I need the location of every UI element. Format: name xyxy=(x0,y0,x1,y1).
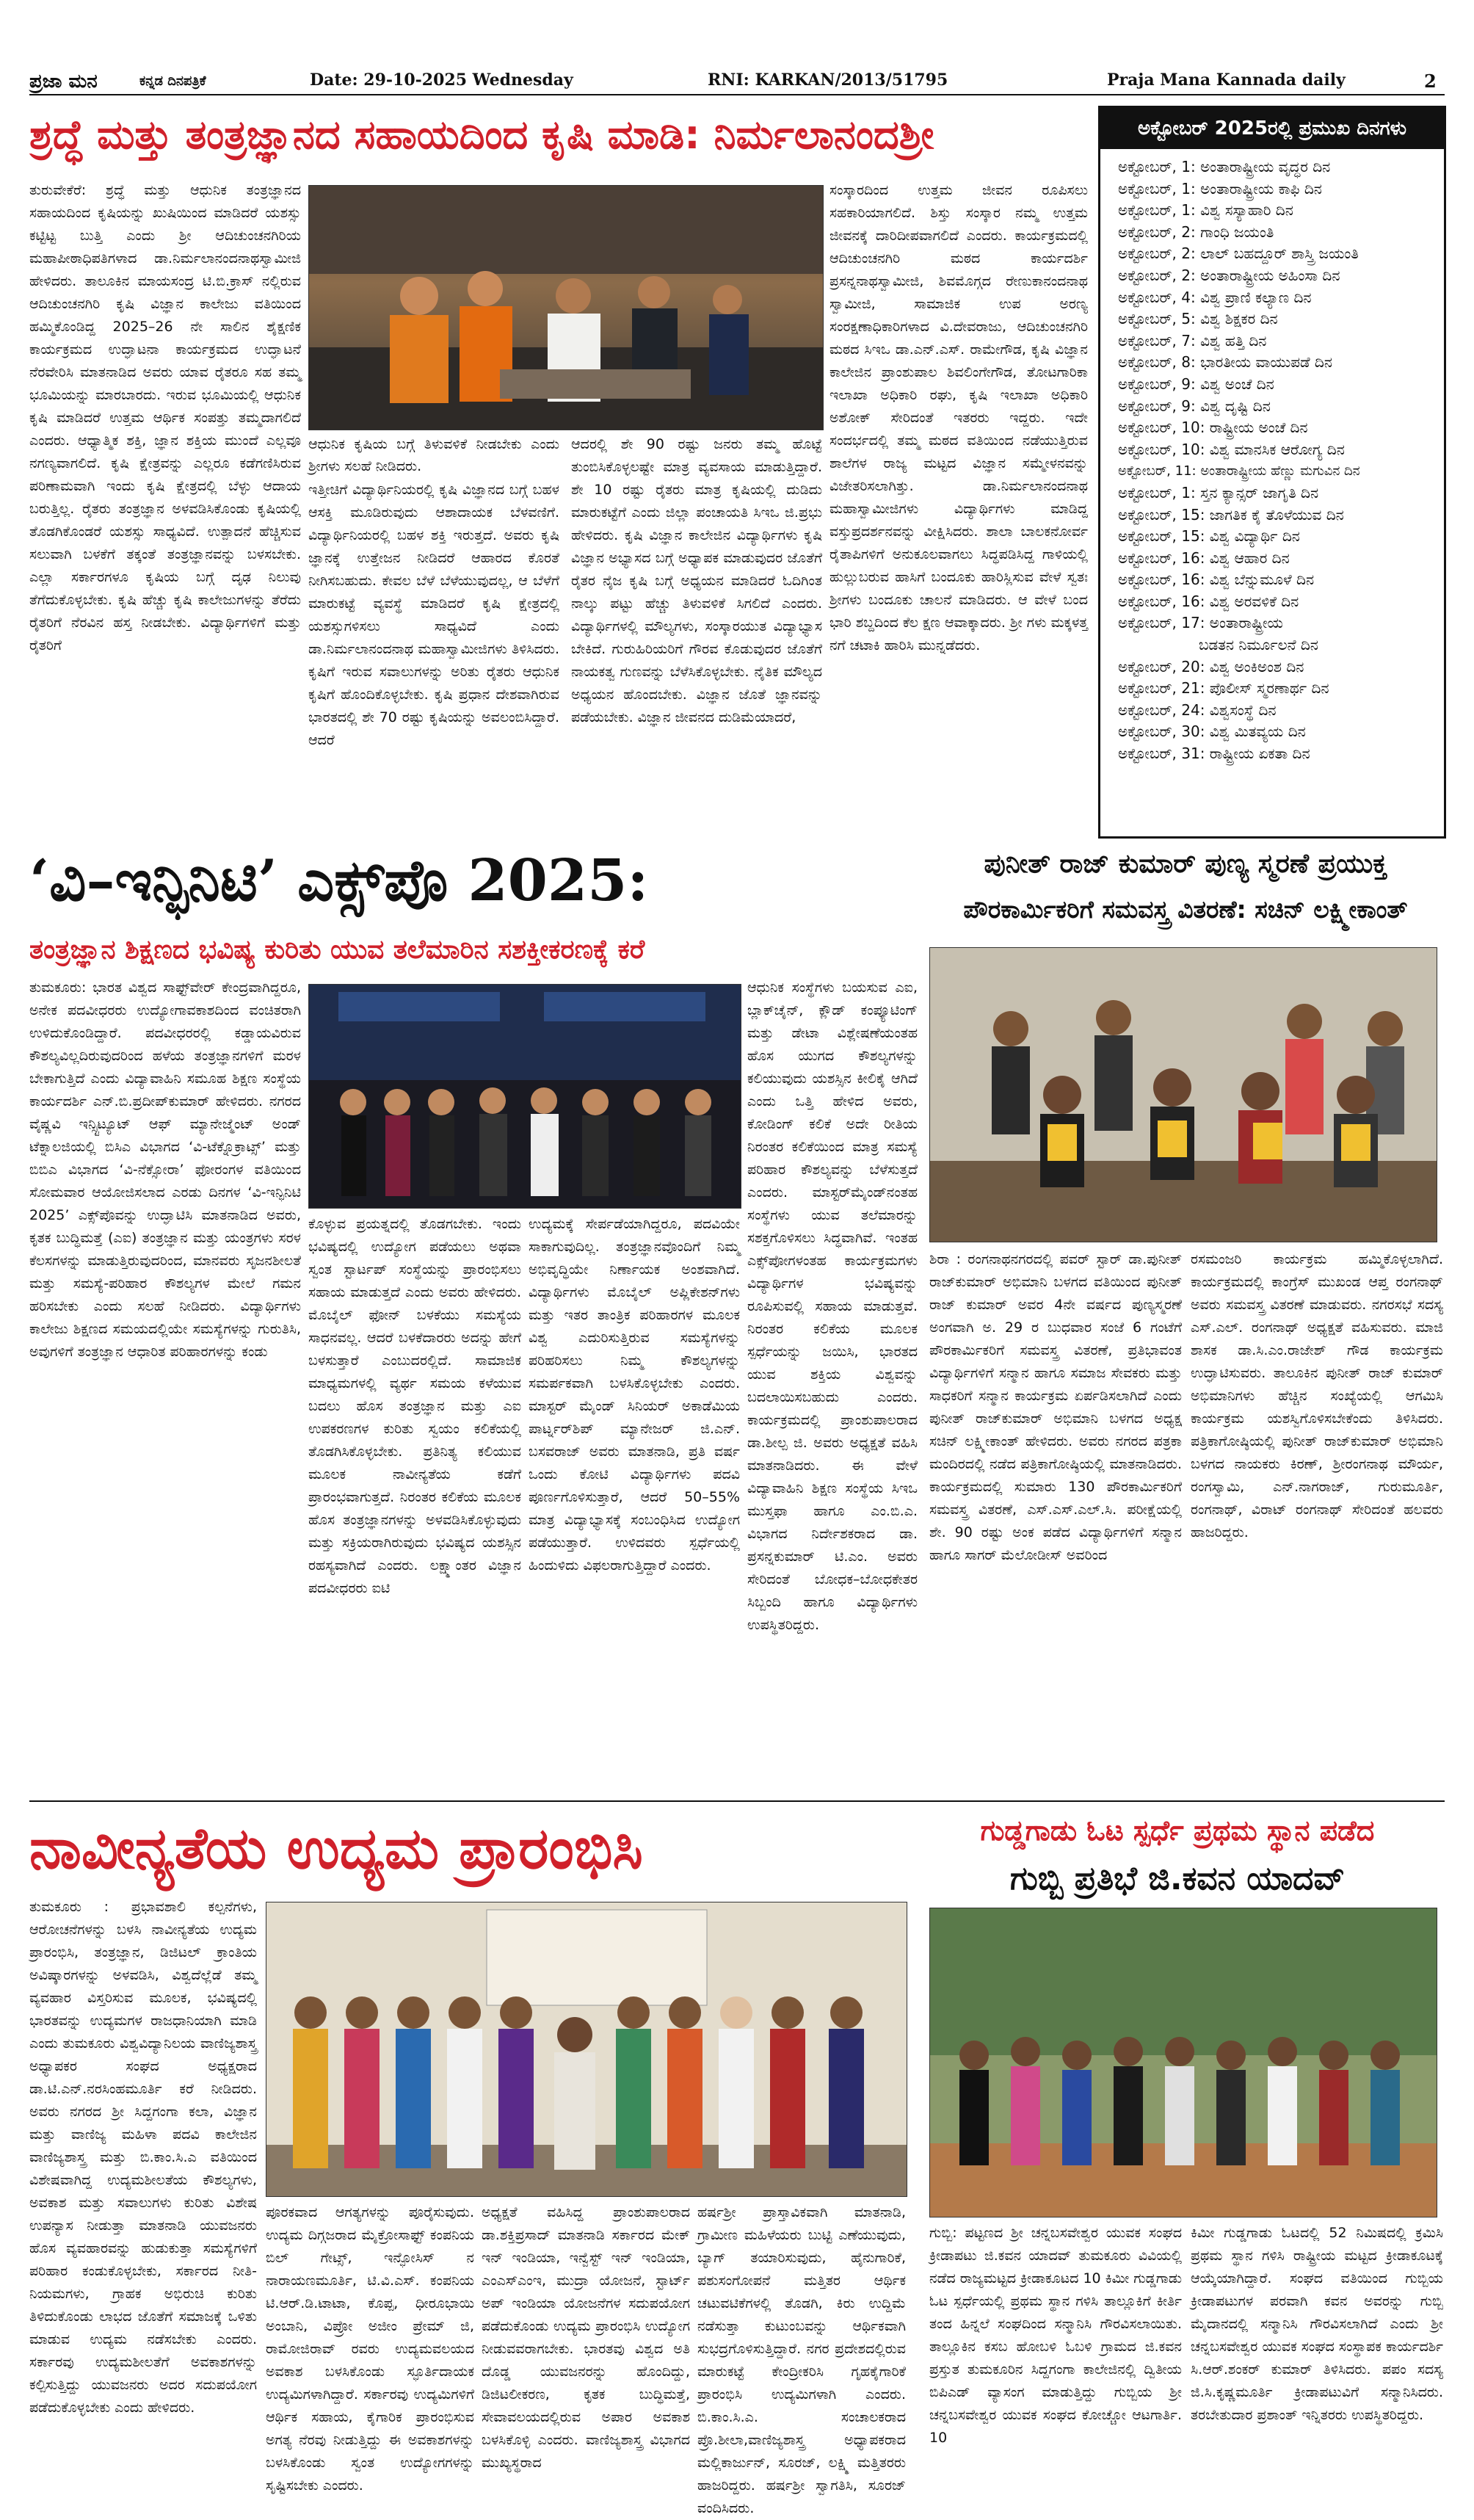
paper-name: Praja Mana Kannada daily xyxy=(1107,70,1346,90)
list-item: ಅಕ್ಟೋಬರ್, 2: ಅಂತಾರಾಷ್ಟ್ರೀಯ ಅಹಿಂಸಾ ದಿನ xyxy=(1118,266,1340,284)
press-meet-photo-illustration xyxy=(930,948,1437,1242)
list-item: ಅಕ್ಟೋಬರ್, 9: ವಿಶ್ವ ದೃಷ್ಟಿ ದಿನ xyxy=(1118,397,1271,415)
list-item: ಅಕ್ಟೋಬರ್, 5: ವಿಶ್ವ ಶಿಕ್ಷಕರ ದಿನ xyxy=(1118,310,1278,328)
section-rule xyxy=(29,1800,1445,1802)
article3-headline-line1: ಪುನೀತ್ ರಾಜ್ ಕುಮಾರ್ ಪುಣ್ಯ ಸ್ಮರಣೆ ಪ್ರಯುಕ್ತ xyxy=(984,849,1387,879)
article1-col2: ಇತ್ತೀಚಿಗೆ ವಿದ್ಯಾರ್ಥಿನಿಯರಲ್ಲಿ ಕೃಷಿ ವಿಜ್ಞಾನದ ಬಗ್ಗೆ ಬಹಳ ಆಸಕ್ತಿ ಮೂಡಿರುವುದು ಆಶಾದಾಯಕ ಬೆಳವಣಿಗೆ. ವಿದ್ಯಾರ್ಥಿನಿಯರಲ್ಲಿ ಬಹಳ ಶಕ್ತಿ ಇರುತ್ತದೆ. ಅವರು ಕೃಷಿ ಜ್ಞಾನಕ್ಕೆ ಉತ್ತೇಜನ ನೀಡಿದರೆ ಆಹಾರದ ಕೊರತೆ ನೀಗಿಸಬಹುದು. ಕೇವಲ ಬೆಳೆ ಬೆಳೆಯುವುದಲ್ಲ, ಆ ಬೆಳೆಗೆ ಮಾರುಕಟ್ಟೆ ವ್ಯವಸ್ಥೆ ಮಾಡಿದರೆ ಕೃಷಿ ಕ್ಷೇತ್ರದಲ್ಲಿ ಯಶಸ್ಸುಗಳಿಸಲು ಸಾಧ್ಯವಿದೆ ಎಂದು ಡಾ.ನಿರ್ಮಲಾನಂದನಾಥ ಮಹಾಸ್ವಾಮೀಜಿಗಳು ತಿಳಿಸಿದರು. ಕೃಷಿಗೆ ಇರುವ ಸವಾಲುಗಳನ್ನು ಅರಿತು ರೈತರು ಆಧುನಿಕ ಕೃಷಿಗೆ ಹೊಂದಿಕೊಳ್ಳಬೇಕು. ಕೃಷಿ ಪ್ರಧಾನ ದೇಶವಾಗಿರುವ ಭಾರತದಲ್ಲಿ ಶೇ 70 ರಷ್ಟು ಕೃಷಿಯನ್ನು ಅವಲಂಬಿಸಿದ್ದಾರೆ. ಆದರೆ xyxy=(308,482,559,748)
list-item: ಅಕ್ಟೋಬರ್, 7: ವಿಶ್ವ ಹತ್ತಿ ದಿನ xyxy=(1118,331,1267,350)
article1-photo xyxy=(308,185,824,430)
article4-photo xyxy=(266,1902,907,2197)
article1-col1: ತುರುವೇಕೆರೆ: ಶ್ರದ್ಧೆ ಮತ್ತು ಆಧುನಿಕ ತಂತ್ರಜ್ಞಾನದ ಸಹಾಯದಿಂದ ಕೃಷಿಯನ್ನು ಖುಷಿಯಿಂದ ಮಾಡಿದರೆ ಯಶಸ್ಸು ಕಟ್ಟಿಟ್ಟ ಬುತ್ತಿ ಎಂದು ಶ್ರೀ ಆದಿಚುಂಚನಗಿರಿಯ ಮಹಾಪೀಠಾಧಿಪತಿಗಳಾದ ಡಾ.ನಿರ್ಮಲಾನಂದನಾಥಸ್ವಾಮೀಜಿ ಹೇಳಿದರು. ತಾಲೂಕಿನ ಮಾಯಸಂದ್ರ ಟಿ.ಬಿ.ಕ್ರಾಸ್ ನಲ್ಲಿರುವ ಆದಿಚುಂಚನಗಿರಿ ಕೃಷಿ ವಿಜ್ಞಾನ ಕಾಲೇಜು ವತಿಯಿಂದ ಹಮ್ಮಿಕೊಂಡಿದ್ದ 2025–26 ನೇ ಸಾಲಿನ ಶೈಕ್ಷಣಿಕ ಕಾರ್ಯಕ್ರಮದ ಉದ್ಘಾಟನಾ ಕಾರ್ಯಕ್ರಮದ ಉದ್ಘಾಟನೆ ನೆರವೇರಿಸಿ ಮಾತನಾಡಿದ ಅವರು ಯಾವ ರೈತರೂ ಸಹ ತಮ್ಮ ಭೂಮಿಯನ್ನು ಮಾರಬಾರದು. ಇರುವ ಭೂಮಿಯಲ್ಲಿ ಆಧುನಿಕ ಕೃಷಿ ಮಾಡಿದರೆ ಉತ್ತಮ ಆರ್ಥಿಕ ಸಂಪತ್ತು ತಮ್ಮದಾಗಲಿದೆ ಎಂದರು. ಆಧ್ಯಾತ್ಮಿಕ ಶಕ್ತಿ, ಜ್ಞಾನ ಶಕ್ತಿಯ ಮುಂದೆ ಎಲ್ಲವೂ ನಗಣ್ಯವಾಗಲಿದೆ. ಕೃಷಿ ಕ್ಷೇತ್ರವನ್ನು ಎಲ್ಲರೂ ಕಡೆಗಣಿಸಿರುವ ಪರಿಣಾಮವಾಗಿ ಇಂದು ಕೃಷಿ ಕ್ಷೇತ್ರದಲ್ಲಿ ಬೆಳ್ಳು ಆದಾಯ ಬರುತ್ತಿಲ್ಲ. ರೈತರು ತಂತ್ರಜ್ಞಾನ ಅಳವಡಿಸಿಕೊಂಡು ಕೃಷಿಯಲ್ಲಿ ತೊಡಗಿಕೊಂಡರೆ ಯಶಸ್ಸು ಸಾಧ್ಯವಿದೆ. ಉತ್ಪಾದನೆ ಹೆಚ್ಚಿಸುವ ಸಲುವಾಗಿ ಬಳಕೆಗೆ ತಕ್ಕಂತೆ ತಂತ್ರಜ್ಞಾನವನ್ನು ಬಳಸಬೇಕು. ಎಲ್ಲಾ ಸರ್ಕಾರಗಳೂ ಕೃಷಿಯ ಬಗ್ಗೆ ದೃಢ ನಿಲುವು ತೆಗೆದುಕೊಳ್ಳಬೇಕು. ಕೃಷಿ ಹೆಚ್ಚು ಕೃಷಿ ಕಾಲೇಜುಗಳನ್ನು ತೆರೆದು ರೈತರಿಗೆ ನೆರವಿನ ಹಸ್ತ ನೀಡಬೇಕು. ವಿದ್ಯಾರ್ಥಿಗಳಿಗೆ ಮತ್ತು ರೈತರಿಗೆ xyxy=(29,182,301,653)
list-item: ಅಕ್ಟೋಬರ್, 11: ಅಂತಾರಾಷ್ಟ್ರೀಯ ಹೆಣ್ಣು ಮಗುವಿನ ದಿನ xyxy=(1118,463,1360,479)
article4-col4: ಹರ್ಷಶ್ರೀ ಪ್ರಾಸ್ತಾವಿಕವಾಗಿ ಮಾತನಾಡಿ, ಗ್ರಾಮೀಣ ಮಹಿಳೆಯರು ಬುಟ್ಟಿ ಎಣೆಯುವುದು, ಬ್ಯಾಗ್ ತಯಾರಿಸುವುದು, ಹೈನುಗಾರಿಕೆ, ಪಶುಸಂಗೋಪನೆ ಮತ್ತಿತರ ಆರ್ಥಿಕ ಚಟುವಟಿಕೆಗಳಲ್ಲಿ ತೊಡಗಿ, ಕಿರು ಉದ್ದಿಮೆ ನಡೆಸುತ್ತಾ ಕುಟುಂಬವನ್ನು ಆರ್ಥಿಕವಾಗಿ ಸುಭದ್ರಗೊಳಿಸುತ್ತಿದ್ದಾರೆ. ನಗರ ಪ್ರದೇಶದಲ್ಲಿರುವ ಮಾರುಕಟ್ಟೆ ಕೇಂದ್ರೀಕರಿಸಿ ಗೃಹಕೈಗಾರಿಕೆ ಪ್ರಾರಂಭಿಸಿ ಉದ್ಯಮಿಗಳಾಗಿ ಎಂದರು. ಬಿ.ಕಾಂ.ಸಿ.ಎ. ಸಂಚಾಲಕರಾದ ಪ್ರೊ.ಶೀಲಾ,ವಾಣಿಜ್ಯಶಾಸ್ತ್ರ ಅಧ್ಯಾಪಕರಾದ ಮಲ್ಲಿಕಾರ್ಜುನ್, ಸೂರಜ್, ಲಕ್ಷ್ಮಿ ಮತ್ತಿತರರು ಹಾಜರಿದ್ದರು. ಹರ್ಷಶ್ರೀ ಸ್ವಾಗತಿಸಿ, ಸೂರಜ್ ವಂದಿಸಿದರು. xyxy=(697,2204,906,2516)
list-item: ಅಕ್ಟೋಬರ್, 17: ಅಂತಾರಾಷ್ಟ್ರೀಯ xyxy=(1118,614,1283,632)
list-item: ಅಕ್ಟೋಬರ್, 31: ರಾಷ್ಟ್ರೀಯ ಏಕತಾ ದಿನ xyxy=(1118,745,1310,763)
article2-headline: ‘ವಿ–ಇನ್ಫಿನಿಟಿ’ ಎಕ್ಸ್‌ಪೊ 2025: xyxy=(29,847,649,914)
article4-headline: ನಾವೀನ್ಯತೆಯ ಉದ್ಯಮ ಪ್ರಾರಂಭಿಸಿ xyxy=(29,1816,643,1882)
seminar-photo-illustration xyxy=(266,1902,907,2196)
article2-photo xyxy=(308,984,741,1209)
list-item: ಅಕ್ಟೋಬರ್, 15: ವಿಶ್ವ ವಿದ್ಯಾರ್ಥಿ ದಿನ xyxy=(1118,527,1300,546)
article5-headline-line1: ಗುಡ್ಡಗಾಡು ಓಟ ಸ್ಪರ್ಧೆ ಪ್ರಥಮ ಸ್ಥಾನ ಪಡೆದ xyxy=(980,1814,1375,1847)
list-item: ಅಕ್ಟೋಬರ್, 30: ವಿಶ್ವ ಮಿತವ್ಯಯ ದಿನ xyxy=(1118,723,1306,741)
article2-col2: ಕೊಳ್ಳುವ ಪ್ರಯತ್ನದಲ್ಲಿ ತೊಡಗಬೇಕು. ಇಂದು ಭವಿಷ್ಯದಲ್ಲಿ ಉದ್ಯೋಗ ಪಡೆಯಲು ಅಥವಾ ಸ್ವಂತ ಸ್ಟಾರ್ಟಪ್ ಸಂಸ್ಥೆಯನ್ನು ಪ್ರಾರಂಭಿಸಲು ಸಹಾಯ ಮಾಡುತ್ತದೆ ಎಂದು ಅವರು ಹೇಳಿದರು. ಮೊಬೈಲ್ ಫೋನ್ ಬಳಕೆಯು ಸಮಸ್ಯೆಯ ಸಾಧನವಲ್ಲ. ಆದರೆ ಬಳಕೆದಾರರು ಅದನ್ನು ಹೇಗೆ ಬಳಸುತ್ತಾರೆ ಎಂಬುದರಲ್ಲಿದೆ. ಸಾಮಾಜಿಕ ಮಾಧ್ಯಮಗಳಲ್ಲಿ ವ್ಯರ್ಥ ಸಮಯ ಕಳೆಯುವ ಬದಲು ಹೊಸ ತಂತ್ರಜ್ಞಾನ ಮತ್ತು ಎಐ ಉಪಕರಣಗಳ ಕುರಿತು ಸ್ವಯಂ ಕಲಿಕೆಯಲ್ಲಿ ತೊಡಗಿಸಿಕೊಳ್ಳಬೇಕು. ಪ್ರತಿನಿತ್ಯ ಕಲಿಯುವ ಮೂಲಕ ನಾವೀನ್ಯತೆಯ ಕಡೆಗೆ ಪ್ರಾರಂಭವಾಗುತ್ತದೆ. ನಿರಂತರ ಕಲಿಕೆಯ ಮೂಲಕ ಹೊಸ ತಂತ್ರಜ್ಞಾನಗಳನ್ನು ಅಳವಡಿಸಿಕೊಳ್ಳುವುದು ಮತ್ತು ಸಕ್ರಿಯರಾಗಿರುವುದು ಭವಿಷ್ಯದ ಯಶಸ್ಸಿನ ರಹಸ್ಯವಾಗಿದೆ ಎಂದರು. ಲಕ್ಷ್ಮಾಂತರ ವಿಜ್ಞಾನ ಪದವೀಧರರು ಐಟಿ xyxy=(308,1216,521,1596)
article5-col1: ಗುಬ್ಬಿ: ಪಟ್ಟಣದ ಶ್ರೀ ಚನ್ನಬಸವೇಶ್ವರ ಯುವಕ ಸಂಘದ ಕ್ರೀಡಾಪಟು ಜಿ.ಕವನ ಯಾದವ್ ತುಮಕೂರು ವಿವಿಯಲ್ಲಿ ನಡೆದ ರಾಜ್ಯಮಟ್ಟದ ಕ್ರೀಡಾಕೂಟದ 10 ಕಿಮೀ ಗುಡ್ಡಗಾಡು ಓಟ ಸ್ಪರ್ಧೆಯಲ್ಲಿ ಪ್ರಥಮ ಸ್ಥಾನ ಗಳಿಸಿ ತಾಲ್ಲೂಕಿಗೆ ಕೀರ್ತಿ ತಂದ ಹಿನ್ನಲೆ ಸಂಘದಿಂದ ಸನ್ಮಾನಿಸಿ ಗೌರವಿಸಲಾಯಿತು. ತಾಲ್ಲೂಕಿನ ಕಸಬ ಹೋಬಳಿ ಓಬಳಿ ಗ್ರಾಮದ ಜಿ.ಕವನ ಪ್ರಸ್ತುತ ತುಮಕೂರಿನ ಸಿದ್ದಗಂಗಾ ಕಾಲೇಜಿನಲ್ಲಿ ದ್ವಿತೀಯ ಬಿಪಿಎಡ್ ವ್ಯಾಸಂಗ ಮಾಡುತ್ತಿದ್ದು ಗುಬ್ಬಿಯ ಶ್ರೀ ಚನ್ನಬಸವೇಶ್ವರ ಯುವಕ ಸಂಘದ ಕೋಚ್ಚೋ ಆಟಗಾರ್ತಿ. 10 xyxy=(929,2225,1182,2446)
paper-logo: ಪ್ರಜಾ ಮನ xyxy=(29,70,98,93)
article5-photo xyxy=(929,1908,1437,2217)
list-item: ಬಡತನ ನಿರ್ಮೂಲನೆ ದಿನ xyxy=(1199,636,1318,654)
rni-number: RNI: KARKAN/2013/51795 xyxy=(708,70,948,90)
article1-col4: ಸಂಸ್ಕಾರದಿಂದ ಉತ್ತಮ ಜೀವನ ರೂಪಿಸಲು ಸಹಕಾರಿಯಾಗಲಿದೆ. ಶಿಸ್ತು ಸಂಸ್ಕಾರ ನಮ್ಮ ಉತ್ತಮ ಜೀವನಕ್ಕೆ ದಾರಿದೀಪವಾಗಲಿದೆ ಎಂದರು. ಕಾರ್ಯಕ್ರಮದಲ್ಲಿ ಆದಿಚುಂಚನಗಿರಿ ಮಠದ ಕಾರ್ಯದರ್ಶಿ ಪ್ರಸನ್ನನಾಥಸ್ವಾಮೀಜಿ, ಶಿವಮೊಗ್ಗದ ರೇಣುಕಾನಂದನಾಥ ಸ್ವಾಮೀಜಿ, ಸಾಮಾಜಿಕ ಉಪ ಅರಣ್ಯ ಸಂರಕ್ಷಣಾಧಿಕಾರಿಗಳಾದ ವಿ.ದೇವರಾಜು, ಆದಿಚುಂಚನಗಿರಿ ಮಠದ ಸಿಇಒ ಡಾ.ಎನ್.ಎಸ್. ರಾಮೇಗೌಡ, ಕೃಷಿ ವಿಜ್ಞಾನ ಕಾಲೇಜಿನ ಪ್ರಾಂಶುಪಾಲ ಶಿವಲಿಂಗೇಗೌಡ, ತೋಟಗಾರಿಕಾ ಇಲಾಖಾ ಅಧಿಕಾರಿ ರಘು, ಕೃಷಿ ಇಲಾಖಾ ಅಧಿಕಾರಿ ಅಶೋಕ್ ಸೇರಿದಂತೆ ಇತರರು ಇದ್ದರು. ಇದೇ ಸಂದರ್ಭದಲ್ಲಿ ತಮ್ಮ ಮಠದ ವತಿಯಿಂದ ನಡೆಯುತ್ತಿರುವ ಶಾಲೆಗಳ ರಾಜ್ಯ ಮಟ್ಟದ ವಿಜ್ಞಾನ ಸಮ್ಮೇಳನವನ್ನು ವಿಜೇತರಿಸಲಾಗಿತ್ತು. ಡಾ.ನಿರ್ಮಲಾನಂದನಾಥ ಮಹಾಸ್ವಾಮೀಜಿಗಳು ವಿದ್ಯಾರ್ಥಿಗಳು ಮಾಡಿದ್ದ ವಸ್ತುಪ್ರದರ್ಶನವನ್ನು ವೀಕ್ಷಿಸಿದರು. ಶಾಲಾ ಬಾಲಕನೋರ್ವ ರೈತಾಪಿಗಳಿಗೆ ಅನುಕೂಲವಾಗಲು ಸಿದ್ಧಪಡಿಸಿದ್ದ ಗಾಳಿಯಲ್ಲಿ ಹುಲ್ಲುಬರುವ ಹಾಸಿಗೆ ಬಂದೂಕು ಹಾರಿಸ್ಲಿಸುವ ವೇಳೆ ಸ್ವತಃ ಶ್ರೀಗಳು ಬಂದೂಕು ಚಾಲನೆ ಮಾಡಿದರು. ಆ ವೇಳೆ ಬಂದ ಭಾರಿ ಶಬ್ದದಿಂದ ಕೆಲ ಕ್ಷಣ ಆವಾಕ್ಕಾದರು. ಶ್ರೀ ಗಳು ಮಕ್ಕಳತ್ತ ನಗೆ ಚಟಾಕಿ ಹಾರಿಸಿ ಮುನ್ನಡೆದರು. xyxy=(829,182,1088,653)
article3-photo xyxy=(929,947,1437,1242)
article2-subhead: ತಂತ್ರಜ್ಞಾನ ಶಿಕ್ಷಣದ ಭವಿಷ್ಯ ಕುರಿತು ಯುವ ತಲೆಮಾರಿನ ಸಶಕ್ತೀಕರಣಕ್ಕೆ ಕರೆ xyxy=(29,935,645,965)
list-item: ಅಕ್ಟೋಬರ್, 20: ವಿಶ್ವ ಅಂಕಿಅಂಶ ದಿನ xyxy=(1118,657,1304,676)
paper-logo-subtitle: ಕನ್ನಡ ದಿನಪತ್ರಿಕೆ xyxy=(139,73,206,89)
expo-photo-illustration xyxy=(309,985,741,1208)
article2-col4: ಆಧುನಿಕ ಸಂಸ್ಥೆಗಳು ಬಯಸುವ ಎಐ, ಬ್ಲಾಕ್‌ಚೈನ್, ಕ್ಲೌಡ್ ಕಂಪ್ಯೂಟಿಂಗ್ ಮತ್ತು ಡೇಟಾ ವಿಶ್ಲೇಷಣೆಯಂತಹ ಹೊಸ ಯುಗದ ಕೌಶಲ್ಯಗಳನ್ನು ಕಲಿಯುವುದು ಯಶಸ್ಸಿನ ಕೀಲಿಕೈ ಆಗಿದೆ ಎಂದು ಒತ್ತಿ ಹೇಳಿದ ಅವರು, ಕೋಡಿಂಗ್ ಕಲಿಕೆ ಅದೇ ರೀತಿಯ ನಿರಂತರ ಕಲಿಕೆಯಿಂದ ಮಾತ್ರ ಸಮಸ್ಯೆ ಪರಿಹಾರ ಕೌಶಲ್ಯವನ್ನು ಬೆಳೆಸುತ್ತದೆ ಎಂದರು. ಮಾಸ್ಟರ್‌ಮೈಂಡ್‌ನಂತಹ ಸಂಸ್ಥೆಗಳು ಯುವ ತಲೆಮಾರನ್ನು ಸಶಕ್ತಗೊಳಿಸಲು ಸಿದ್ಧವಾಗಿವೆ. ಇಂತಹ ಎಕ್ಸ್‌ಪೋಗಳಂತಹ ಕಾರ್ಯಕ್ರಮಗಳು ವಿದ್ಯಾರ್ಥಿಗಳ ಭವಿಷ್ಯವನ್ನು ರೂಪಿಸುವಲ್ಲಿ ಸಹಾಯ ಮಾಡುತ್ತವೆ. ನಿರಂತರ ಕಲಿಕೆಯ ಮೂಲಕ ಸ್ಪರ್ಧೆಯನ್ನು ಜಯಿಸಿ, ಭಾರತದ ಯುವ ಶಕ್ತಿಯ ವಿಶ್ವವನ್ನು ಬದಲಾಯಿಸಬಹುದು ಎಂದರು. ಕಾರ್ಯಕ್ರಮದಲ್ಲಿ ಪ್ರಾಂಶುಪಾಲರಾದ ಡಾ.ಶೀಲ್ಪ ಜಿ. ಅವರು ಅಧ್ಯಕ್ಷತೆ ವಹಿಸಿ ಮಾತನಾಡಿದರು. ಈ ವೇಳೆ ವಿದ್ಯಾವಾಹಿನಿ ಶಿಕ್ಷಣ ಸಂಸ್ಥೆಯ ಸಿಇಒ ಮುಸ್ತಫಾ ಹಾಗೂ ಎಂ.ಬಿ.ಎ. ವಿಭಾಗದ ನಿರ್ದೇಶಕರಾದ ಡಾ. ಪ್ರಸನ್ನಕುಮಾರ್ ಟಿ.ಎಂ. ಅವರು ಸೇರಿದಂತೆ ಬೋಧಕ–ಬೋಧಕೇತರ ಸಿಬ್ಬಂದಿ ಹಾಗೂ ವಿದ್ಯಾರ್ಥಿಗಳು ಉಪಸ್ಥಿತರಿದ್ದರು. xyxy=(747,980,918,1633)
article1-col3: ಆದರಲ್ಲಿ ಶೇ 90 ರಷ್ಟು ಜನರು ತಮ್ಮ ಹೊಟ್ಟೆ ತುಂಬಿಸಿಕೊಳ್ಳಲಷ್ಟೇ ಮಾತ್ರ ವ್ಯವಸಾಯ ಮಾಡುತ್ತಿದ್ದಾರೆ. ಶೇ 10 ರಷ್ಟು ರೈತರು ಮಾತ್ರ ಕೃಷಿಯಲ್ಲಿ ದುಡಿದು ಮಾರುಕಟ್ಟೆಗೆ ಎಂದು ಜಿಲ್ಲಾ ಪಂಚಾಯತಿ ಸಿಇಒ ಜಿ.ಪ್ರಭು ಹೇಳಿದರು. ಕೃಷಿ ವಿಜ್ಞಾನ ಕಾಲೇಜಿನ ವಿದ್ಯಾರ್ಥಿಗಳು ಕೃಷಿ ವಿಜ್ಞಾನ ಅಭ್ಯಾಸದ ಬಗ್ಗೆ ಅಧ್ಯಾಪಕ ಮಾಡುವುದರ ಜೊತೆಗೆ ರೈತರ ನೈಜ ಕೃಷಿ ಬಗ್ಗೆ ಅಧ್ಯಯನ ಮಾಡಿದರೆ ಓದಿಗಿಂತ ನಾಲ್ಕು ಪಟ್ಟು ಹೆಚ್ಚು ತಿಳುವಳಿಕೆ ಸಿಗಲಿದೆ ಎಂದರು. ವಿದ್ಯಾರ್ಥಿಗಳಲ್ಲಿ ಮೌಲ್ಯಗಳು, ಸಂಸ್ಕಾರಯುತ ವಿದ್ಯಾಭ್ಯಾಸ ಬೇಕಿದೆ. ಗುರುಹಿರಿಯರಿಗೆ ಗೌರವ ಕೊಡುವುದರ ಜೊತೆಗೆ ನಾಯಕತ್ವ ಗುಣವನ್ನು ಬೆಳೆಸಿಕೊಳ್ಳಬೇಕು. ನೈತಿಕ ಮೌಲ್ಯದ ಅಧ್ಯಯನ ಹೊಂದಬೇಕು. ವಿಜ್ಞಾನ ಜೊತೆ ಜ್ಞಾನವನ್ನು ಪಡೆಯಬೇಕು. ವಿಜ್ಞಾನ ಜೀವನದ ದುಡಿಮೆಯಾದರೆ, xyxy=(571,436,822,725)
list-item: ಅಕ್ಟೋಬರ್, 10: ವಿಶ್ವ ಮಾನಸಿಕ ಆರೋಗ್ಯ ದಿನ xyxy=(1118,440,1345,458)
article4-col3: ಅಧ್ಯಕ್ಷತೆ ವಹಿಸಿದ್ದ ಪ್ರಾಂಶುಪಾಲರಾದ ಡಾ.ಶಕ್ತಿಪ್ರಸಾದ್ ಮಾತನಾಡಿ ಸರ್ಕಾರದ ಮೇಕ್ ಇನ್ ಇಂಡಿಯಾ, ಇನ್ವೆಸ್ಟ್ ಇನ್ ಇಂಡಿಯಾ, ಎಂಎಸ್ಎಂಇ, ಮುದ್ರಾ ಯೋಜನೆ, ಸ್ಟಾರ್ಟ್ ಅಪ್ ಇಂಡಿಯಾ ಯೋಜನೆಗಳ ಸದುಪಯೋಗ ಪಡೆದುಕೊಂಡು ಉದ್ಯಮ ಪ್ರಾರಂಭಿಸಿ ಉದ್ಯೋಗ ನೀಡುವವರಾಗಬೇಕು. ಭಾರತವು ವಿಶ್ವದ ಅತಿ ದೊಡ್ಡ ಯುವಜನರನ್ನು ಹೊಂದಿದ್ದು, ಡಿಜಿಟಲೀಕರಣ, ಕೃತಕ ಬುದ್ಧಿಮತ್ತೆ, ಸೇವಾವಲಯದಲ್ಲಿರುವ ಅಪಾರ ಅವಕಾಶ ಬಳಸಿಕೊಳ್ಳಿ ಎಂದರು. ವಾಣಿಜ್ಯಶಾಸ್ತ್ರ ವಿಭಾಗದ ಮುಖ್ಯಸ್ಥರಾದ xyxy=(482,2204,690,2471)
page-number: 2 xyxy=(1424,70,1437,92)
article3-col1: ಶಿರಾ : ರಂಗನಾಥನಗರದಲ್ಲಿ ಪವರ್ ಸ್ಟಾರ್ ಡಾ.ಪುನೀತ್ ರಾಜ್‌ಕುಮಾರ್ ಅಭಿಮಾನಿ ಬಳಗದ ವತಿಯಿಂದ ಪುನೀತ್ ರಾಜ್ ಕುಮಾರ್ ಅವರ 4ನೇ ವರ್ಷದ ಪುಣ್ಯಸ್ಮರಣೆ ಅಂಗವಾಗಿ ಅ. 29 ರ ಬುಧವಾರ ಸಂಜೆ 6 ಗಂಟೆಗೆ ಪೌರಕಾರ್ಮಿಕರಿಗೆ ಸಮವಸ್ತ್ರ ವಿತರಣೆ, ಪ್ರತಿಭಾವಂತ ವಿದ್ಯಾರ್ಥಿಗಳಿಗೆ ಸನ್ಮಾನ ಹಾಗೂ ಸಮಾಜ ಸೇವಕರು ಮತ್ತು ಸಾಧಕರಿಗೆ ಸನ್ಮಾನ ಕಾರ್ಯಕ್ರಮ ಏರ್ಪಡಿಸಲಾಗಿದೆ ಎಂದು ಪುನೀತ್ ರಾಜ್‌ಕುಮಾರ್ ಅಭಿಮಾನಿ ಬಳಗದ ಅಧ್ಯಕ್ಷ ಸಚಿನ್ ಲಕ್ಷ್ಮೀಕಾಂತ್ ಹೇಳಿದರು. ಅವರು ನಗರದ ಪತ್ರಕಾ ಮಂದಿರದಲ್ಲಿ ನಡೆದ ಪತ್ರಿಕಾಗೋಷ್ಠಿಯಲ್ಲಿ ಮಾತನಾಡಿದರು. ಕಾರ್ಯಕ್ರಮದಲ್ಲಿ ಸುಮಾರು 130 ಪೌರಕಾರ್ಮಿಕರಿಗೆ ಸಮವಸ್ತ್ರ ವಿತರಣೆ, ಎಸ್.ಎಸ್.ಎಲ್.ಸಿ. ಪರೀಕ್ಷೆಯಲ್ಲಿ ಶೇ. 90 ರಷ್ಟು ಅಂಕ ಪಡೆದ ವಿದ್ಯಾರ್ಥಿಗಳಿಗೆ ಸನ್ಮಾನ ಹಾಗೂ ಸಾಗರ್ ಮೆಲೋಡೀಸ್ ಅವರಿಂದ xyxy=(929,1251,1182,1563)
important-days-box xyxy=(1098,106,1446,839)
list-item: ಅಕ್ಟೋಬರ್, 9: ವಿಶ್ವ ಅಂಚೆ ದಿನ xyxy=(1118,374,1274,393)
article2-col3: ಉದ್ಯಮಕ್ಕೆ ಸೇರ್ಪಡೆಯಾಗಿದ್ದರೂ, ಪದವಿಯೇ ಸಾಕಾಗುವುದಿಲ್ಲ. ತಂತ್ರಜ್ಞಾನವೊಂದಿಗೆ ನಿಮ್ಮ ಅಭಿವೃದ್ಧಿಯೇ ನಿರ್ಣಾಯಕ ಅಂಶವಾಗಿದೆ. ವಿದ್ಯಾರ್ಥಿಗಳು ಮೊಬೈಲ್ ಅಪ್ಲಿಕೇಶನ್‌ಗಳು ಮತ್ತು ಇತರ ತಾಂತ್ರಿಕ ಪರಿಹಾರಗಳ ಮೂಲಕ ವಿಶ್ವ ಎದುರಿಸುತ್ತಿರುವ ಸಮಸ್ಯೆಗಳನ್ನು ಪರಿಹರಿಸಲು ನಿಮ್ಮ ಕೌಶಲ್ಯಗಳನ್ನು ಸಮರ್ಪಕವಾಗಿ ಬಳಸಿಕೊಳ್ಳಬೇಕು ಎಂದರು. ಮಾಸ್ಟರ್ ಮೈಂಡ್ ಸಿನಿಯರ್ ಅಕಾಡೆಮಿಯ ಪಾರ್ಟ್ನರ್‌ಶಿಪ್ ಮ್ಯಾನೇಜರ್ ಜಿ.ಎನ್. ಬಸವರಾಜ್ ಅವರು ಮಾತನಾಡಿ, ಪ್ರತಿ ವರ್ಷ ಒಂದು ಕೋಟಿ ವಿದ್ಯಾರ್ಥಿಗಳು ಪದವಿ ಪೂರ್ಣಗೊಳಿಸುತ್ತಾರೆ, ಆದರೆ 50–55% ಮಾತ್ರ ವಿದ್ಯಾಭ್ಯಾಸಕ್ಕೆ ಸಂಬಂಧಿಸಿದ ಉದ್ಯೋಗ ಪಡೆಯುತ್ತಾರೆ. ಉಳಿದವರು ಸ್ಪರ್ಧೆಯಲ್ಲಿ ಹಿಂದುಳಿದು ವಿಫಲರಾಗುತ್ತಿದ್ದಾರೆ ಎಂದರು. xyxy=(529,1216,740,1574)
list-item: ಅಕ್ಟೋಬರ್, 24: ವಿಶ್ವಸಂಸ್ಥೆ ದಿನ xyxy=(1118,700,1277,719)
list-item: ಅಕ್ಟೋಬರ್, 1: ಅಂತಾರಾಷ್ಟ್ರೀಯ ಕಾಫಿ ದಿನ xyxy=(1118,179,1322,198)
masthead xyxy=(29,70,1445,93)
article4-col1: ತುಮಕೂರು : ಪ್ರಭಾವಶಾಲಿ ಕಲ್ಪನೆಗಳು, ಆರೋಚನೆಗಳನ್ನು ಬಳಸಿ ನಾವೀನ್ಯತೆಯ ಉದ್ಯಮ ಪ್ರಾರಂಭಿಸಿ, ತಂತ್ರಜ್ಞಾನ, ಡಿಜಿಟಲ್ ಕ್ರಾಂತಿಯ ಅವಿಷ್ಕಾರಗಳನ್ನು ಅಳವಡಿಸಿ, ವಿಶ್ವದೆಲ್ಲೆಡೆ ತಮ್ಮ ವ್ಯವಹಾರ ವಿಸ್ತರಿಸುವ ಮೂಲಕ, ಭವಿಷ್ಯದಲ್ಲಿ ಭಾರತವನ್ನು ಉದ್ಯಮಗಳ ರಾಜಧಾನಿಯಾಗಿ ಮಾಡಿ ಎಂದು ತುಮಕೂರು ವಿಶ್ವವಿದ್ಯಾನಿಲಯ ವಾಣಿಜ್ಯಶಾಸ್ತ್ರ ಅಧ್ಯಾಪಕರ ಸಂಘದ ಅಧ್ಯಕ್ಷರಾದ ಡಾ.ಟಿ.ಎನ್.ನರಸಿಂಹಮೂರ್ತಿ ಕರೆ ನೀಡಿದರು. ಅವರು ನಗರದ ಶ್ರೀ ಸಿದ್ದಗಂಗಾ ಕಲಾ, ವಿಜ್ಞಾನ ಮತ್ತು ವಾಣಿಜ್ಯ ಮಹಿಳಾ ಪದವಿ ಕಾಲೇಜಿನ ವಾಣಿಜ್ಯಶಾಸ್ತ್ರ ಮತ್ತು ಬಿ.ಕಾಂ.ಸಿ.ಎ ವತಿಯಿಂದ ವಿಶೇಷವಾಗಿದ್ದ ಉದ್ಯಮಶೀಲತೆಯ ಕೌಶಲ್ಯಗಳು, ಅವಕಾಶ ಮತ್ತು ಸವಾಲುಗಳು ಕುರಿತು ವಿಶೇಷ ಉಪನ್ಯಾಸ ನೀಡುತ್ತಾ ಮಾತನಾಡಿ ಯುವಜನರು ಹೊಸ ವ್ಯವಹಾರವನ್ನು ಹುಡುಕುತ್ತಾ ಸಮಸ್ಯೆಗಳಿಗೆ ಪರಿಹಾರ ಕಂಡುಕೊಳ್ಳಬೇಕು, ಸರ್ಕಾರದ ನೀತಿ-ನಿಯಮಗಳು, ಗ್ರಾಹಕ ಅಭಿರುಚಿ ಕುರಿತು ತಿಳಿದುಕೊಂಡು ಲಾಭದ ಜೊತೆಗೆ ಸಮಾಜಕ್ಕೆ ಒಳಿತು ಮಾಡುವ ಉದ್ಯಮ ನಡೆಸಬೇಕು ಎಂದರು. ಸರ್ಕಾರವು ಉದ್ಯಮಶೀಲತೆಗೆ ಅವಕಾಶಗಳನ್ನು ಕಲ್ಪಿಸುತ್ತಿದ್ದು ಯುವಜನರು ಅದರ ಸದುಪಯೋಗ ಪಡೆದುಕೊಳ್ಳಬೇಕು ಎಂದು ಹೇಳಿದರು. xyxy=(29,1899,257,2416)
important-days-list xyxy=(1118,156,1434,765)
list-item: ಅಕ್ಟೋಬರ್, 16: ವಿಶ್ವ ಬೆನ್ನುಮೂಳೆ ದಿನ xyxy=(1118,571,1315,589)
article2-col1: ತುಮಕೂರು: ಭಾರತ ವಿಶ್ವದ ಸಾಫ್ಟ್‌ವೇರ್ ಕೇಂದ್ರವಾಗಿದ್ದರೂ, ಅನೇಕ ಪದವೀಧರರು ಉದ್ಯೋಗಾವಕಾಶದಿಂದ ವಂಚಿತರಾಗಿ ಉಳಿದುಕೊಂಡಿದ್ದಾರೆ. ಪದವೀಧರರಲ್ಲಿ ಕಡ್ಡಾಯವಿರುವ ಕೌಶಲ್ಯವಿಲ್ಲದಿರುವುದರಿಂದ ಹಳೆಯ ತಂತ್ರಜ್ಞಾನಗಳಿಗೆ ಮರಳ ಬೇಕಾಗುತ್ತಿದೆ ಎಂದು ವಿದ್ಯಾವಾಹಿನಿ ಸಮೂಹ ಶಿಕ್ಷಣ ಸಂಸ್ಥೆಯ ಕಾರ್ಯದರ್ಶಿ ಎನ್.ಬಿ.ಪ್ರದೀಪ್‌ಕುಮಾರ್ ಹೇಳಿದರು. ನಗರದ ವೈಷ್ಣವಿ ಇನ್ಸ್ಟಿಟ್ಯೂಟ್ ಆಫ್ ಮ್ಯಾನೇಜ್ಮೆಂಟ್ ಅಂಡ್ ಟೆಕ್ನಾಲಜಿಯಲ್ಲಿ ಬಿಸಿಎ ವಿಭಾಗದ ‘ವಿ-ಟೆಕ್ನೊಕ್ರಾಟ್ಸ್’ ಮತ್ತು ಬಿಬಿಎ ವಿಭಾಗದ ‘ವಿ-ನೆಕ್ಸೋರಾ’ ಫೋರಂಗಳ ವತಿಯಿಂದ ಸೋಮವಾರ ಆಯೋಜಿಸಲಾದ ಎರಡು ದಿನಗಳ ‘ವಿ-ಇನ್ಫಿನಿಟಿ 2025’ ಎಕ್ಸ್‌ಪೊವನ್ನು ಉದ್ಘಾಟಿಸಿ ಮಾತನಾಡಿದ ಅವರು, ಕೃತಕ ಬುದ್ಧಿಮತ್ತೆ (ಎಐ) ತಂತ್ರಜ್ಞಾನ ಮತ್ತು ಯಂತ್ರಗಳು ಸರಳ ಕೆಲಸಗಳನ್ನು ಮಾಡುತ್ತಿರುವುದರಿಂದ, ಮಾನವರು ಸೃಜನಶೀಲತೆ ಮತ್ತು ಸಮಸ್ಯೆ-ಪರಿಹಾರ ಕೌಶಲ್ಯಗಳ ಮೇಲೆ ಗಮನ ಹರಿಸಬೇಕು ಎಂದು ಸಲಹೆ ನೀಡಿದರು. ವಿದ್ಯಾರ್ಥಿಗಳು ಕಾಲೇಜು ಶಿಕ್ಷಣದ ಸಮಯದಲ್ಲಿಯೇ ಸಮಸ್ಯೆಗಳನ್ನು ಗುರುತಿಸಿ, ಅವುಗಳಿಗೆ ತಂತ್ರಜ್ಞಾನ ಆಧಾರಿತ ಪರಿಹಾರಗಳನ್ನು ಕಂಡು xyxy=(29,980,301,1360)
article1-caption: ಆಧುನಿಕ ಕೃಷಿಯ ಬಗ್ಗೆ ತಿಳುವಳಿಕೆ ನೀಡಬೇಕು ಎಂದು ಶ್ರೀಗಳು ಸಲಹೆ ನೀಡಿದರು. xyxy=(308,436,559,474)
list-item: ಅಕ್ಟೋಬರ್, 1: ವಿಶ್ವ ಸಸ್ಯಾಹಾರಿ ದಿನ xyxy=(1118,201,1293,220)
article5-headline-line2: ಗುಬ್ಬಿ ಪ್ರತಿಭೆ ಜಿ.ಕವನ ಯಾದವ್ xyxy=(1010,1860,1345,1897)
list-item: ಅಕ್ಟೋಬರ್, 4: ವಿಶ್ವ ಪ್ರಾಣಿ ಕಲ್ಯಾಣ ದಿನ xyxy=(1118,288,1312,306)
issue-date: Date: 29-10-2025 Wednesday xyxy=(310,70,573,90)
list-item: ಅಕ್ಟೋಬರ್, 10: ರಾಷ್ಟ್ರೀಯ ಅಂಚೆ ದಿನ xyxy=(1118,419,1308,437)
list-item: ಅಕ್ಟೋಬರ್, 16: ವಿಶ್ವ ಅರವಳಿಕೆ ದಿನ xyxy=(1118,592,1299,610)
list-item: ಅಕ್ಟೋಬರ್, 16: ವಿಶ್ವ ಆಹಾರ ದಿನ xyxy=(1118,548,1290,567)
list-item: ಅಕ್ಟೋಬರ್, 2: ಗಾಂಧಿ ಜಯಂತಿ xyxy=(1118,222,1274,241)
list-item: ಅಕ್ಟೋಬರ್, 8: ಭಾರತೀಯ ವಾಯುಪಡೆ ದಿನ xyxy=(1118,353,1332,372)
athlete-felicitation-photo-illustration xyxy=(930,1908,1437,2217)
event-photo-illustration xyxy=(309,186,823,430)
masthead-rule xyxy=(29,94,1445,95)
list-item: ಅಕ್ಟೋಬರ್, 1: ಸ್ತನ ಕ್ಯಾನ್ಸರ್ ಜಾಗೃತಿ ದಿನ xyxy=(1118,483,1319,502)
article4-col2: ಪೂರಕವಾದ ಆಗತ್ಯಗಳನ್ನು ಪೂರೈಸುವುದು. ಉದ್ಯಮ ದಿಗ್ಗಜರಾದ ಮೈಕ್ರೋಸಾಫ್ಟ್ ಕಂಪನಿಯ ಬಿಲ್ ಗೇಟ್ಸ್, ಇನ್ಫೋಸಿಸ್ ನ ನಾರಾಯಣಮೂರ್ತಿ, ಟಿ.ವಿ.ಎಸ್. ಕಂಪನಿಯ ಟಿ.ಆರ್.ಡಿ.ಟಾಟಾ, ಕೊಪ್ಪ, ಧೀರೂಭಾಯಿ ಅಂಬಾನಿ, ವಿಪ್ರೋ ಅಜೀಂ ಪ್ರೇಮ್ ಜಿ, ರಾಮೋಜಿರಾವ್ ರವರು ಉದ್ಯಮವಲಯದ ಅವಕಾಶ ಬಳಸಿಕೊಂಡು ಸ್ಫೂರ್ತಿದಾಯಕ ಉದ್ಯಮಿಗಳಾಗಿದ್ದಾರೆ. ಸರ್ಕಾರವು ಉದ್ಯಮಿಗಳಿಗೆ ಆರ್ಥಿಕ ಸಹಾಯ, ಕೈಗಾರಿಕ ಪ್ರಾರಂಭಿಸುವ ಅಗತ್ಯ ನೆರವು ನೀಡುತ್ತಿದ್ದು ಈ ಅವಕಾಶಗಳನ್ನು ಬಳಸಿಕೊಂಡು ಸ್ವಂತ ಉದ್ಯೋಗಗಳನ್ನು ಸೃಷ್ಟಿಸಬೇಕು ಎಂದರು. xyxy=(266,2204,474,2494)
article1-headline: ಶ್ರದ್ಧೆ ಮತ್ತು ತಂತ್ರಜ್ಞಾನದ ಸಹಾಯದಿಂದ ಕೃಷಿ ಮಾಡಿ: ನಿರ್ಮಲಾನಂದಶ್ರೀ xyxy=(29,112,934,158)
list-item: ಅಕ್ಟೋಬರ್, 15: ಜಾಗತಿಕ ಕೈ ತೊಳೆಯುವ ದಿನ xyxy=(1118,505,1344,524)
article3-col2: ರಸಮಂಜರಿ ಕಾರ್ಯಕ್ರಮ ಹಮ್ಮಿಕೊಳ್ಳಲಾಗಿದೆ. ಕಾರ್ಯಕ್ರಮದಲ್ಲಿ ಕಾಂಗ್ರೆಸ್ ಮುಖಂಡ ಆಪ್ತ ರಂಗನಾಥ್ ಅವರು ಸಮವಸ್ತ್ರ ವಿತರಣೆ ಮಾಡುವರು. ನಗರಸಭೆ ಸದಸ್ಯ ಎಸ್.ಎಲ್. ರಂಗನಾಥ್ ಅಧ್ಯಕ್ಷತೆ ವಹಿಸುವರು. ಮಾಜಿ ಶಾಸಕ ಡಾ.ಸಿ.ಎಂ.ರಾಜೇಶ್ ಗೌಡ ಕಾರ್ಯಕ್ರಮ ಉದ್ಘಾಟಿಸುವರು. ತಾಲೂಕಿನ ಪುನೀತ್ ರಾಜ್ ಕುಮಾರ್ ಅಭಿಮಾನಿಗಳು ಹೆಚ್ಚಿನ ಸಂಖ್ಯೆಯಲ್ಲಿ ಆಗಮಿಸಿ ಕಾರ್ಯಕ್ರಮ ಯಶಸ್ವಿಗೊಳಿಸಬೇಕೆಂದು ತಿಳಿಸಿದರು. ಪತ್ರಿಕಾಗೋಷ್ಠಿಯಲ್ಲಿ ಪುನೀತ್ ರಾಜ್‌ಕುಮಾರ್ ಅಭಿಮಾನಿ ಬಳಗದ ನಾಯಕರು ಕಿರಣ್, ಶ್ರೀರಂಗನಾಥ ಮೌರ್ಯ, ರಂಗಸ್ವಾಮಿ, ಎನ್.ನಾಗರಾಜ್, ಗುರುಮೂರ್ತಿ, ರಂಗನಾಥ್, ವಿರಾಟ್ ರಂಗನಾಥ್ ಸೇರಿದಂತೆ ಹಲವರು ಹಾಜರಿದ್ದರು. xyxy=(1191,1251,1443,1540)
list-item: ಅಕ್ಟೋಬರ್, 2: ಲಾಲ್ ಬಹದ್ದೂರ್ ಶಾಸ್ತ್ರಿ ಜಯಂತಿ xyxy=(1118,245,1359,263)
article5-col2: ಕಿಮೀ ಗುಡ್ಡಗಾಡು ಓಟದಲ್ಲಿ 52 ನಿಮಿಷದಲ್ಲಿ ಕ್ರಮಿಸಿ ಪ್ರಥಮ ಸ್ಥಾನ ಗಳಿಸಿ ರಾಷ್ಟ್ರೀಯ ಮಟ್ಟದ ಕ್ರೀಡಾಕೂಟಕ್ಕೆ ಆಯ್ಕೆಯಾಗಿದ್ದಾರೆ. ಸಂಘದ ವತಿಯಿಂದ ಗುಬ್ಬಿಯ ಕ್ರೀಡಾಪಟುಗಳ ಪರವಾಗಿ ಕವನ ಅವರನ್ನು ಗುಬ್ಬಿ ಮೈದಾನದಲ್ಲಿ ಸನ್ಮಾನಿಸಿ ಗೌರವಿಸಲಾಗಿದೆ ಎಂದು ಶ್ರೀ ಚನ್ನಬಸವೇಶ್ವರ ಯುವಕ ಸಂಘದ ಸಂಸ್ಥಾಪಕ ಕಾರ್ಯದರ್ಶಿ ಸಿ.ಆರ್.ಶಂಕರ್ ಕುಮಾರ್ ತಿಳಿಸಿದರು. ಪಪಂ ಸದಸ್ಯ ಜಿ.ಸಿ.ಕೃಷ್ಣಮೂರ್ತಿ ಕ್ರೀಡಾಪಟುವಿಗೆ ಸನ್ಮಾನಿಸಿದರು. ತರಬೇತುದಾರ ಪ್ರಶಾಂತ್ ಇನ್ನಿತರರು ಉಪಸ್ಥಿತರಿದ್ದರು. xyxy=(1191,2225,1443,2423)
article3-headline-line2: ಪೌರಕಾರ್ಮಿಕರಿಗೆ ಸಮವಸ್ತ್ರ ವಿತರಣೆ: ಸಚಿನ್ ಲಕ್ಷ್ಮೀಕಾಂತ್ xyxy=(963,895,1408,924)
important-days-title: ಅಕ್ಟೋಬರ್ 2025ರಲ್ಲಿ ಪ್ರಮುಖ ದಿನಗಳು xyxy=(1100,108,1444,149)
list-item: ಅಕ್ಟೋಬರ್, 21: ಪೊಲೀಸ್ ಸ್ಮರಣಾರ್ಥ ದಿನ xyxy=(1118,679,1329,698)
list-item: ಅಕ್ಟೋಬರ್, 1: ಅಂತಾರಾಷ್ಟ್ರೀಯ ವೃದ್ಧರ ದಿನ xyxy=(1118,158,1331,175)
